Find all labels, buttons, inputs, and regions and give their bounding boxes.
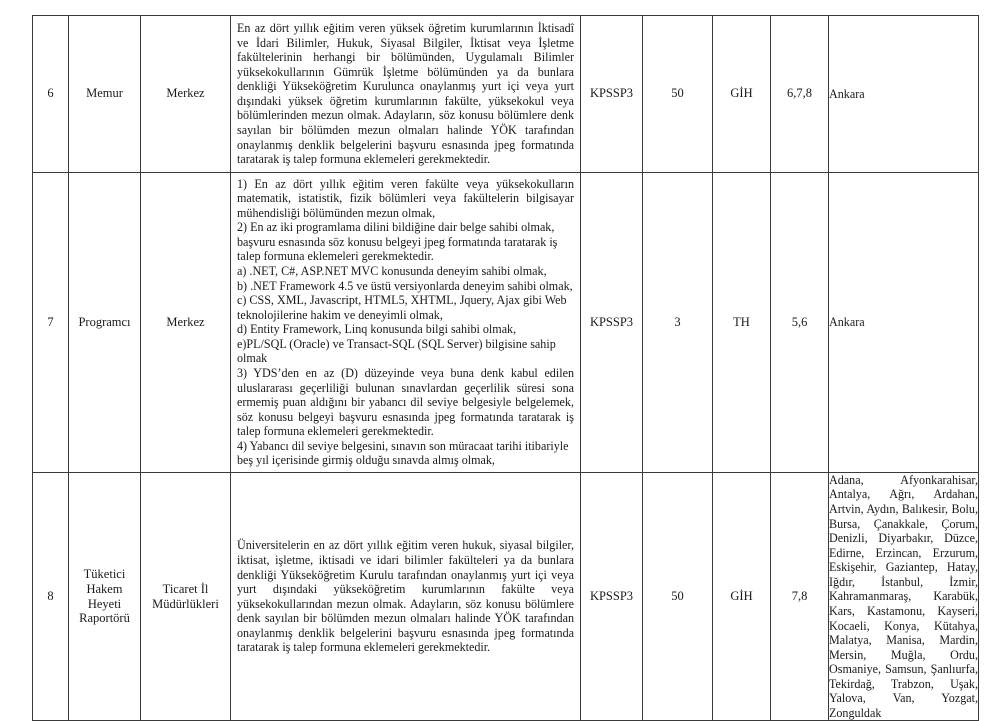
- requirement-paragraph: 2) En az iki programlama dilini bildiğine dair belge sahibi olmak,: [237, 220, 555, 235]
- row-requirements: [231, 172, 581, 472]
- requirement-paragraph: En az dört yıllık eğitim veren yüksek öğretim kurumlarının İktisadî ve İdari Bilimler, Hukuk, Siyasal Bilgiler, İktisat veya İşletme fakültelerinin herhangi bir bölümünden, Uygulamalı Bilimler yüksekokullarının Gümrük İşletme bölümünden ya da bunlara denkliği Yükseköğretim Kurulunca onaylanmış yurt içi veya yurt dışındaki yüksek öğretim kurumlarının fakülte, yüksekokul veya bölümlerinden mezun olmak. Adayların, söz konusu bölümlere denk sayılan bir bölümden mezun olmaları halinde YÖK tarafından onaylanmış denklik belgelerini başvuru esnasında jpeg formatında taratarak iş talep formuna eklemeleri gerekmektedir.: [237, 21, 574, 167]
- row-city: [829, 172, 979, 472]
- row-class: GİH: [713, 472, 771, 721]
- row-title: Tüketici Hakem Heyeti Raportörü: [69, 472, 141, 721]
- row-unit: Ticaret İl Müdürlükleri: [141, 472, 231, 721]
- row-quantity: 3: [643, 172, 713, 472]
- city-text: Ankara: [829, 86, 865, 101]
- requirement-paragraph: 1) En az dört yıllık eğitim veren fakülte veya yüksekokulların matematik, istatistik, fizik bölümleri veya fakültelerin bilgisayar mühendisliği bölümünden mezun olmak,: [237, 176, 574, 220]
- requirement-paragraph: b) .NET Framework 4.5 ve üstü versiyonlarda deneyim sahibi olmak,: [237, 278, 573, 293]
- row-notes: 7,8: [771, 472, 829, 721]
- row-unit: Merkez: [141, 172, 231, 472]
- row-notes: 5,6: [771, 172, 829, 472]
- row-title: Memur: [69, 16, 141, 173]
- table-row: [33, 172, 979, 472]
- row-number: 7: [33, 172, 69, 472]
- row-score-type: KPSSP3: [581, 172, 643, 472]
- row-city: [829, 16, 979, 173]
- requirement-paragraph: c) CSS, XML, Javascript, HTML5, XHTML, Jquery, Ajax gibi Web teknolojilerine hakim ve deneyimli olmak,: [237, 293, 567, 322]
- city-text: Adana, Afyonkarahisar, Antalya, Ağrı, Ardahan, Artvin, Aydın, Balıkesir, Bolu, Bursa, Çanakkale, Çorum, Denizli, Diyarbakır, Düzce, Edirne, Erzincan, Erzurum, Eskişehir, Gaziantep, Hatay, Iğdır, İstanbul, İzmir, Kahramanmaraş, Karabük, Kars, Kastamonu, Kayseri, Kocaeli, Konya, Kütahya, Malatya, Manisa, Mardin, Mersin, Muğla, Ordu, Osmaniye, Samsun, Şanlıurfa, Tekirdağ, Trabzon, Uşak, Yalova, Van, Yozgat, Zonguldak: [829, 472, 978, 720]
- row-quantity: 50: [643, 16, 713, 173]
- requirement-paragraph: e)PL/SQL (Oracle) ve Transact-SQL (SQL Server) bilgisine sahip olmak: [237, 336, 556, 366]
- requirements-text: [231, 173, 580, 472]
- row-notes: 6,7,8: [771, 16, 829, 173]
- requirements-text: [231, 534, 580, 659]
- requirement-paragraph: 3) YDS’den en az (D) düzeyinde veya buna denk kabul edilen uluslararası geçerliliği bulunan sınavlardan geçerlilik süresi sona ermemiş puan aldığını bir yabancı dil seviye belgesiyle belgelemek, söz konusu belgeyi başvuru esnasında jpeg formatında taratarak iş talep formuna eklemeleri gerekmektedir.: [237, 365, 574, 439]
- row-requirements: [231, 16, 581, 173]
- row-title: Programcı: [69, 172, 141, 472]
- requirement-paragraph: 4) Yabancı dil seviye belgesini, sınavın son müracaat tarihi itibariyle beş yıl içerisinde girmiş olduğu sınavda almış olmak,: [237, 438, 569, 468]
- row-unit: Merkez: [141, 16, 231, 173]
- row-number: 6: [33, 16, 69, 173]
- job-listing-table: [32, 15, 979, 721]
- requirement-paragraph: Üniversitelerin en az dört yıllık eğitim veren hukuk, siyasal bilgiler, iktisat, işletme, iktisadi ve idari bilimler fakülteleri ya da bunlara denkliği Yükseköğretim Kurulu tarafından onaylanmış yurt içi veya yurt dışındaki yükseköğretim kurumlarının fakülte veya yüksekokullarından mezun olmak. Adayların, söz konusu bölümlere denk sayılan bir bölümden mezun olmaları halinde YÖK tarafından onaylanmış denklik belgelerini başvuru esnasında jpeg formatında taratarak iş talep formuna eklemeleri gerekmektedir.: [237, 538, 574, 655]
- requirement-paragraph: d) Entity Framework, Linq konusunda bilgi sahibi olmak,: [237, 322, 517, 337]
- requirement-paragraph: başvuru esnasında söz konusu belgeyi jpeg formatında taratarak iş talep formuna eklemeleri gerekmektedir.: [237, 234, 558, 264]
- table-row: [33, 16, 979, 173]
- city-text: Ankara: [829, 314, 865, 329]
- row-class: GİH: [713, 16, 771, 173]
- row-city: [829, 472, 979, 721]
- row-quantity: 50: [643, 472, 713, 721]
- row-requirements: [231, 472, 581, 721]
- requirements-text: [231, 16, 580, 172]
- requirement-paragraph: a) .NET, C#, ASP.NET MVC konusunda deneyim sahibi olmak,: [237, 264, 547, 278]
- row-class: TH: [713, 172, 771, 472]
- row-score-type: KPSSP3: [581, 16, 643, 173]
- table-row: [33, 472, 979, 721]
- row-score-type: KPSSP3: [581, 472, 643, 721]
- row-number: 8: [33, 472, 69, 721]
